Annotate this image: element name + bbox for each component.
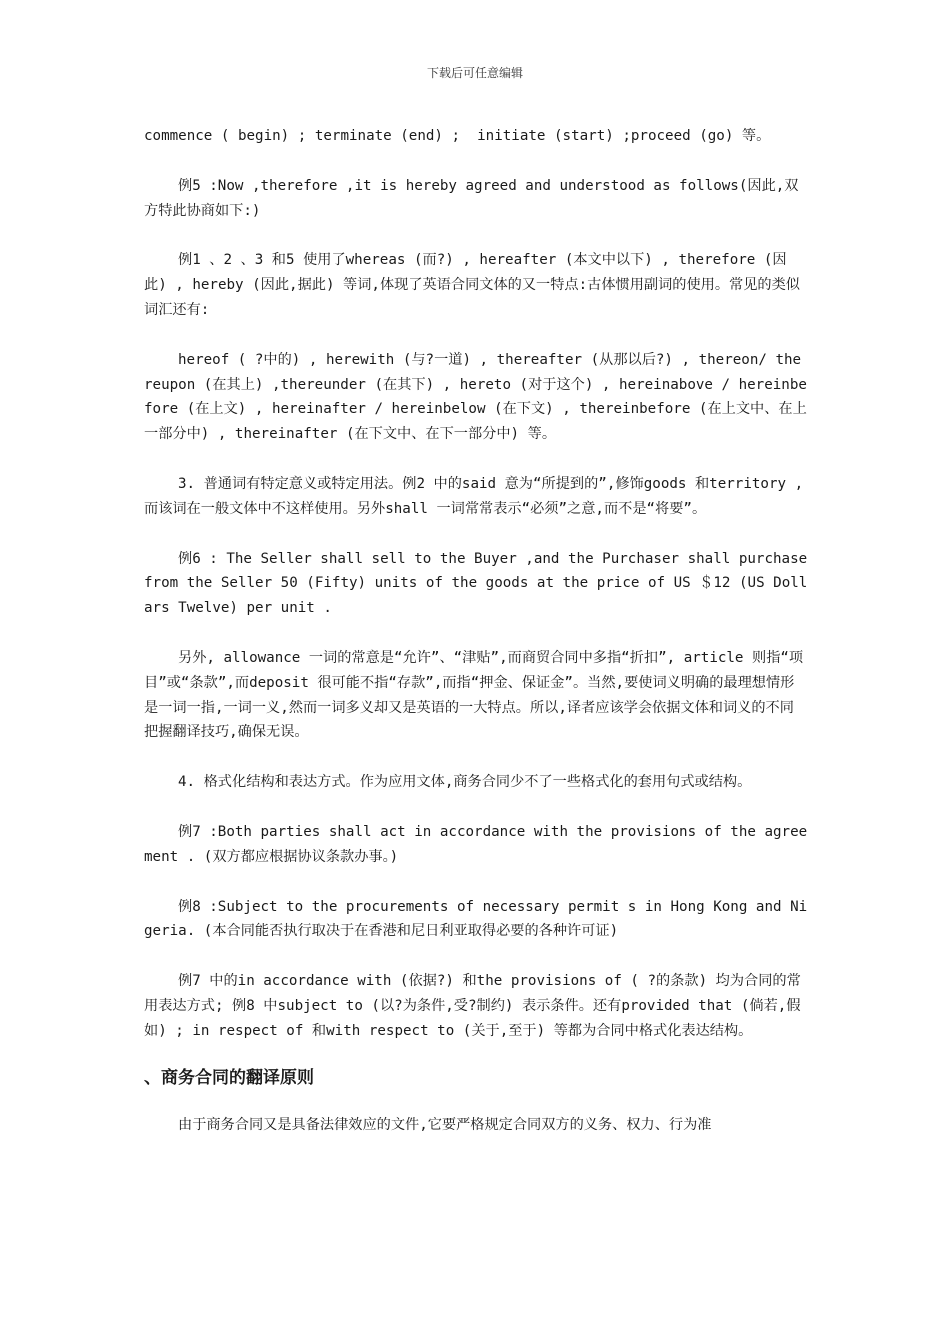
paragraph-terms-list: commence ( begin) ; terminate (end) ; initiate (start) ;proceed (go) 等。 — [144, 128, 771, 144]
document-body — [144, 124, 816, 1162]
paragraph-example-7: 例7 :Both parties shall act in accordance with the provisions of the agreement . (双方都应根据协议条款办事。) — [144, 823, 808, 865]
paragraph-expressions: 例7 中的in accordance with (依据?) 和the provisions of ( ?的条款) 均为合同的常用表达方式; 例8 中subject to (以?为条件,受?制约) 表示条件。还有provided that (倘若,假如) ; in respect of 和with respect to (关于,至于) 等都为合同中格式化表达结构。 — [144, 973, 801, 1039]
paragraph-point-3: 3. 普通词有特定意义或特定用法。例2 中的said 意为“所提到的”,修饰goods 和territory ,而该词在一般文体中不这样使用。另外shall 一词常常表示“必须”之意,而不是“将要”。 — [144, 475, 804, 517]
paragraph-example-5: 例5 :Now ,therefore ,it is hereby agreed and understood as follows(因此,双方特此协商如下:) — [144, 177, 799, 219]
paragraph-allowance: 另外, allowance 一词的常意是“允许”、“津贴”,而商贸合同中多指“折扣”, article 则指“项目”或“条款”,而deposit 很可能不指“存款”,而指“押金、保证金”。当然,要使词义明确的最理想情形是一词一指,一词一义,然而一词多义却又是英语的一大特点。所以,译者应该学会依据文体和词义的不同把握翻译技巧,确保无误。 — [144, 649, 804, 741]
paragraph-example-6: 例6 : The Seller shall sell to the Buyer ,and the Purchaser shall purchase from the Seller 50 (Fifty) units of the goods at the price of US ＄12 (US Dollars Twelve) per unit . — [144, 550, 816, 617]
paragraph-adverb-list: hereof ( ?中的) , herewith (与?一道) , thereafter (从那以后?) , thereon/ thereupon (在其上) ,thereunder (在其下) , hereto (对于这个) , hereinabove / hereinbefore (在上文) , hereinafter / hereinbelow (在下文) , thereinbefore (在上文中、在上一部分中) , thereinafter (在下文中、在下一部分中) 等。 — [144, 351, 807, 443]
page-header: 下载后可任意编辑 — [426, 66, 523, 80]
paragraph-archaic-adverbs: 例1 、2 、3 和5 使用了whereas (而?) , hereafter (本文中以下) , therefore (因此) , hereby (因此,据此) 等词,体现了英语合同文体的又一特点:古体惯用副词的使用。常见的类似词汇还有: — [144, 252, 800, 318]
paragraph-point-4: 4. 格式化结构和表达方式。作为应用文体,商务合同少不了一些格式化的套用句式或结构。 — [178, 774, 752, 791]
paragraph-principles: 由于商务合同又是具备法律效应的文件,它要严格规定合同双方的义务、权力、行为准 — [178, 1116, 712, 1133]
paragraph-example-8: 例8 :Subject to the procurements of necessary permit s in Hong Kong and Nigeria. (本合同能否执行取决于在香港和尼日利亚取得必要的各种许可证) — [144, 898, 808, 940]
section-heading: 、商务合同的翻译原则 — [144, 1067, 314, 1088]
